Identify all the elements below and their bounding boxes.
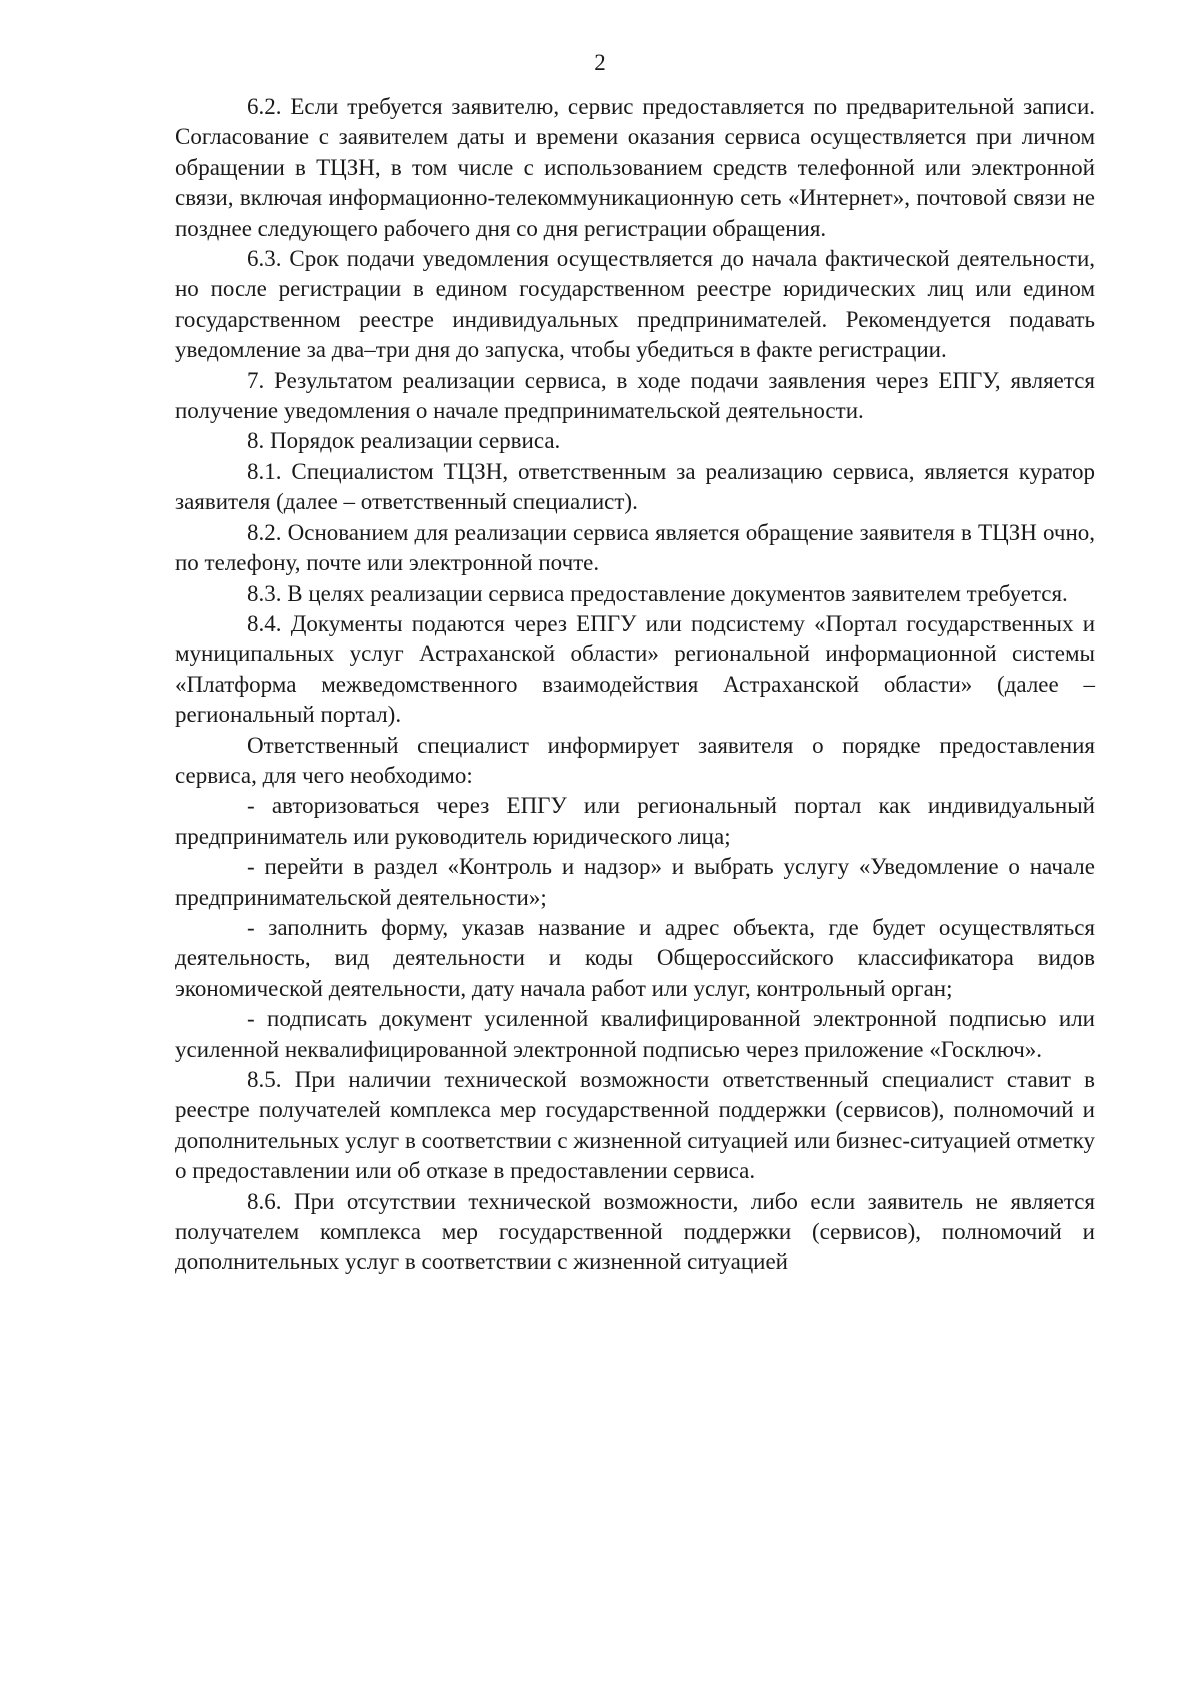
list-item-sign: - подписать документ усиленной квалифицированной электронной подписью или усиленной неквалифицированной электронной подписью через приложение «Госключ».	[175, 1006, 1095, 1062]
paragraph-8-3: 8.3. В целях реализации сервиса предоставление документов заявителем требуется.	[247, 580, 1068, 606]
paragraph-8-6: 8.6. При отсутствии технической возможности, либо если заявитель не является получателем комплекса мер государственной поддержки (сервисов), полномочий и дополнительных услуг в соответствии с жизненной ситуацией	[175, 1188, 1095, 1275]
paragraph-6-2: 6.2. Если требуется заявителю, сервис предоставляется по предварительной записи. Согласование с заявителем даты и времени оказания сервиса осуществляется при личном обращении в ТЦЗН, в том числе с использованием средств телефонной или электронной связи, включая информационно-телекоммуникационную сеть «Интернет», почтовой связи не позднее следующего рабочего дня со дня регистрации обращения.	[175, 94, 1095, 241]
page-number: 2	[594, 50, 606, 75]
list-item-authorize: - авторизоваться через ЕПГУ или региональный портал как индивидуальный предприниматель или руководитель юридического лица;	[175, 793, 1095, 849]
paragraph-8-1: 8.1. Специалистом ТЦЗН, ответственным за реализацию сервиса, является куратор заявителя (далее – ответственный специалист).	[175, 458, 1095, 515]
paragraph-8-4: 8.4. Документы подаются через ЕПГУ или подсистему «Портал государственных и муниципальных услуг Астраханской области» региональной информационной системы «Платформа межведомственного взаимодействия Астраханской области» (далее – региональный портал).	[175, 610, 1095, 728]
list-item-fill-form: - заполнить форму, указав название и адрес объекта, где будет осуществляться деятельность, вид деятельности и коды Общероссийского классификатора видов экономической деятельности, дату начала работ или услуг, контрольный орган;	[175, 914, 1095, 1001]
list-item-navigate: - перейти в раздел «Контроль и надзор» и выбрать услугу «Уведомление о начале предпринимательской деятельности»;	[175, 854, 1095, 910]
paragraph-8-5: 8.5. При наличии технической возможности ответственный специалист ставит в реестре получателей комплекса мер государственной поддержки (сервисов), полномочий и дополнительных услуг в соответствии с жизненной ситуацией или бизнес-ситуацией отметку о предоставлении или об отказе в предоставлении сервиса.	[175, 1067, 1095, 1184]
paragraph-specialist-informs: Ответственный специалист информирует заявителя о порядке предоставления сервиса, для чего необходимо:	[175, 732, 1095, 788]
paragraph-8-2: 8.2. Основанием для реализации сервиса является обращение заявителя в ТЦЗН очно, по телефону, почте или электронной почте.	[175, 519, 1095, 576]
paragraph-8: 8. Порядок реализации сервиса.	[247, 428, 561, 454]
document-body	[175, 92, 1095, 1278]
paragraph-6-3: 6.3. Срок подачи уведомления осуществляется до начала фактической деятельности, но после регистрации в едином государственном реестре юридических лиц или едином государственном реестре индивидуальных предпринимателей. Рекомендуется подавать уведомление за два–три дня до запуска, чтобы убедиться в факте регистрации.	[175, 246, 1095, 363]
paragraph-7: 7. Результатом реализации сервиса, в ходе подачи заявления через ЕПГУ, является получение уведомления о начале предпринимательской деятельности.	[175, 367, 1095, 424]
